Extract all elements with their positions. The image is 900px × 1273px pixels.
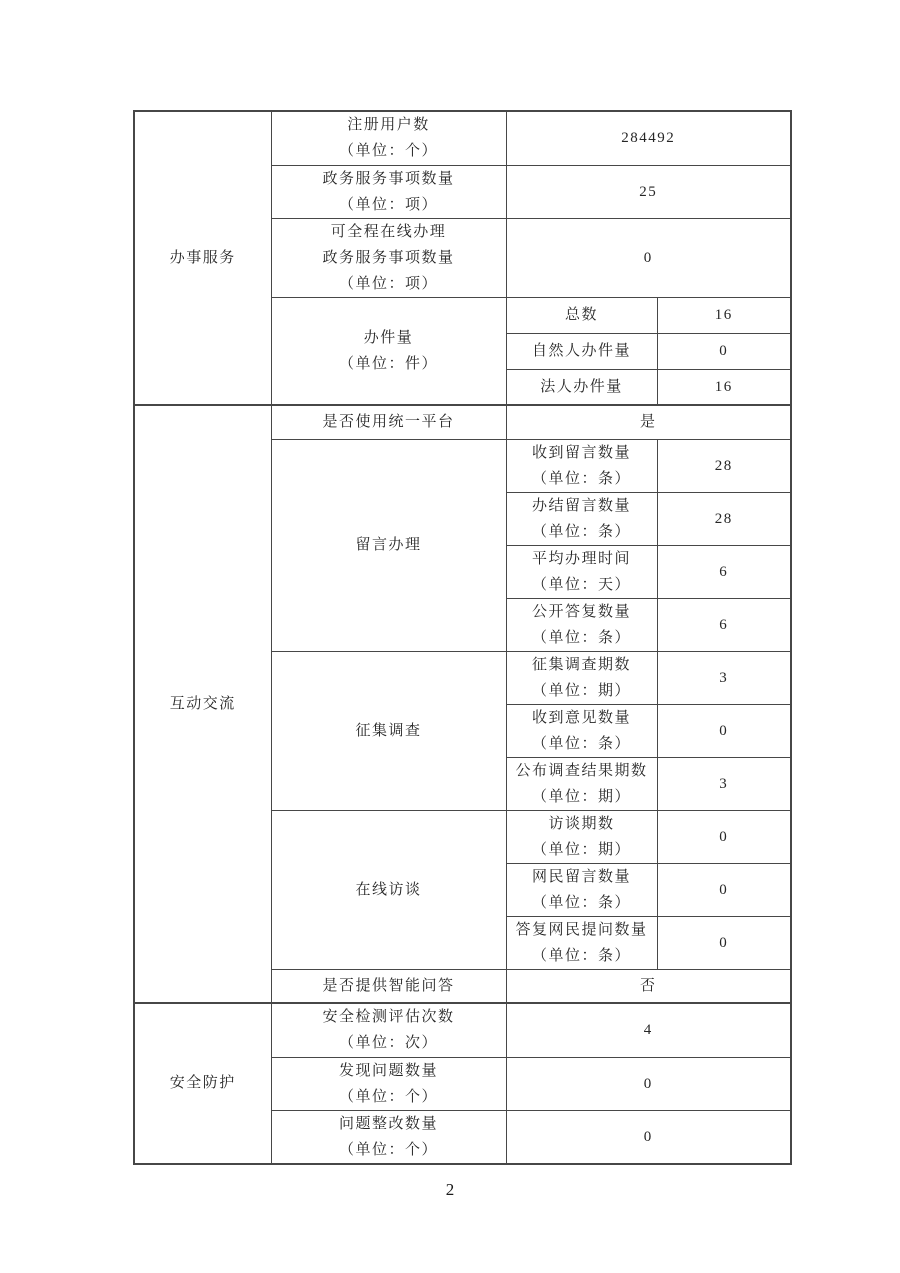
metric-value: 0: [506, 1110, 791, 1164]
group-unit: （单位：件）: [338, 355, 438, 372]
metric-label: 安全检测评估次数: [322, 1009, 455, 1026]
submetric-unit: （单位：期）: [531, 682, 631, 699]
submetric-unit: （单位：条）: [531, 894, 631, 911]
submetric-label-cell: [506, 704, 657, 757]
group-label-cell: [271, 439, 506, 651]
submetric-label: 收到留言数量: [531, 444, 631, 461]
metric-value: 0: [506, 218, 791, 297]
group-label-cell: [271, 297, 506, 405]
metric-value: 284492: [506, 111, 791, 165]
metric-value: 是: [506, 405, 791, 439]
submetric-label: 办结留言数量: [531, 497, 631, 514]
submetric-label-cell: [506, 757, 657, 810]
report-table: [133, 110, 792, 1165]
submetric-label: 网民留言数量: [531, 868, 631, 885]
submetric-label: 征集调查期数: [531, 656, 631, 673]
page-number: 2: [445, 1180, 455, 1199]
submetric-label: 收到意见数量: [531, 709, 631, 726]
metric-value: 4: [506, 1003, 791, 1057]
metric-unit: （单位：个）: [338, 143, 438, 160]
submetric-unit: （单位：期）: [531, 841, 631, 858]
submetric-label-cell: [506, 439, 657, 492]
metric-unit: （单位：个）: [338, 1088, 438, 1105]
submetric-label: 平均办理时间: [531, 550, 631, 567]
metric-label-cell: [271, 111, 506, 165]
category-interaction: 互动交流: [134, 405, 271, 1003]
submetric-label: 总数: [506, 297, 657, 333]
metric-label-cell: [271, 218, 506, 297]
submetric-value: 0: [657, 863, 791, 916]
submetric-value: 6: [657, 545, 791, 598]
group-label-cell: [271, 810, 506, 969]
submetric-value: 3: [657, 757, 791, 810]
submetric-label: 公开答复数量: [531, 603, 631, 620]
metric-value: 25: [506, 165, 791, 218]
metric-label-cell: [271, 1003, 506, 1057]
submetric-value: 0: [657, 810, 791, 863]
submetric-label-cell: [506, 651, 657, 704]
metric-label: 可全程在线办理: [330, 223, 447, 240]
submetric-label-cell: [506, 810, 657, 863]
submetric-label-cell: [506, 916, 657, 969]
submetric-label: 自然人办件量: [506, 333, 657, 369]
submetric-value: 16: [657, 369, 791, 405]
metric-unit: （单位：个）: [338, 1141, 438, 1158]
metric-unit: （单位：项）: [338, 275, 438, 292]
submetric-value: 0: [657, 333, 791, 369]
submetric-unit: （单位：条）: [531, 629, 631, 646]
metric-label-cell: [271, 1057, 506, 1110]
category-office-services: 办事服务: [134, 111, 271, 405]
metric-label-cell: [271, 165, 506, 218]
submetric-value: 28: [657, 439, 791, 492]
submetric-unit: （单位：条）: [531, 947, 631, 964]
submetric-value: 6: [657, 598, 791, 651]
metric-value: 0: [506, 1057, 791, 1110]
submetric-unit: （单位：条）: [531, 735, 631, 752]
submetric-label: 答复网民提问数量: [515, 921, 648, 938]
group-label: 办件量: [363, 329, 414, 346]
submetric-label-cell: [506, 492, 657, 545]
submetric-unit: （单位：条）: [531, 523, 631, 540]
submetric-label-cell: [506, 545, 657, 598]
metric-label: 是否使用统一平台: [271, 405, 506, 439]
submetric-unit: （单位：期）: [531, 788, 631, 805]
submetric-value: 3: [657, 651, 791, 704]
group-label: 留言办理: [355, 537, 422, 553]
submetric-value: 16: [657, 297, 791, 333]
submetric-label-cell: [506, 598, 657, 651]
submetric-value: 28: [657, 492, 791, 545]
submetric-label: 访谈期数: [548, 815, 615, 832]
metric-label: 是否提供智能问答: [271, 969, 506, 1003]
metric-label: 注册用户数: [347, 117, 430, 134]
group-label-cell: [271, 651, 506, 810]
metric-label: 发现问题数量: [338, 1062, 438, 1079]
metric-label: 政务服务事项数量: [322, 249, 455, 266]
metric-value: 否: [506, 969, 791, 1003]
submetric-value: 0: [657, 916, 791, 969]
metric-label: 政务服务事项数量: [322, 170, 455, 187]
submetric-label: 法人办件量: [506, 369, 657, 405]
group-label: 在线访谈: [355, 881, 422, 898]
metric-label: 问题整改数量: [338, 1115, 438, 1132]
submetric-label: 公布调查结果期数: [515, 762, 648, 779]
group-label: 征集调查: [355, 722, 422, 739]
metric-unit: （单位：次）: [338, 1035, 438, 1052]
metric-label-cell: [271, 1110, 506, 1164]
metric-unit: （单位：项）: [338, 196, 438, 213]
category-security: 安全防护: [134, 1003, 271, 1164]
submetric-label-cell: [506, 863, 657, 916]
submetric-unit: （单位：天）: [531, 576, 631, 593]
submetric-value: 0: [657, 704, 791, 757]
submetric-unit: （单位：条）: [531, 470, 631, 487]
